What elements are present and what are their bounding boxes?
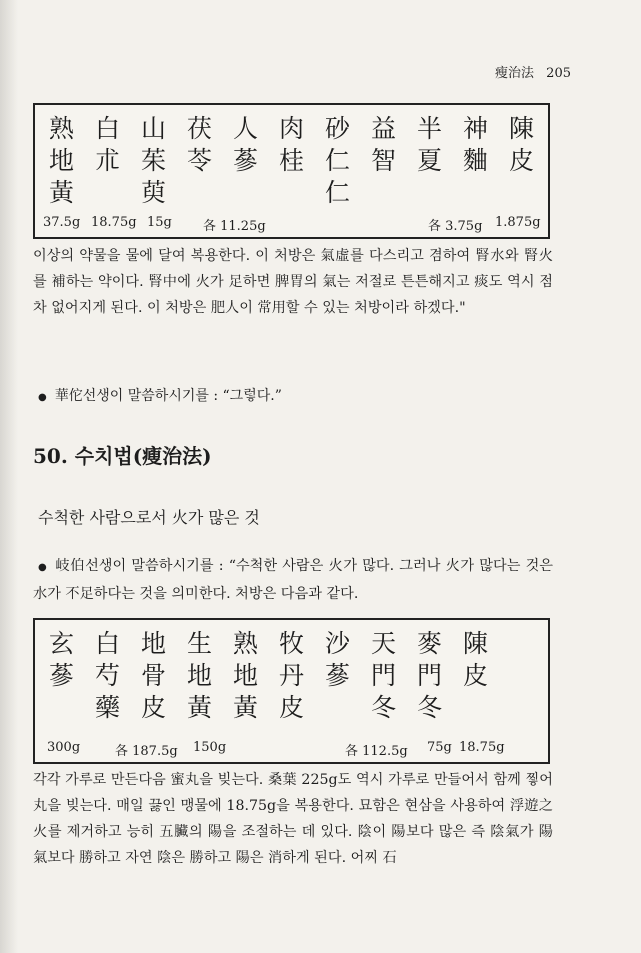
herb-char: 朮 xyxy=(95,146,121,175)
herb-char: 山 xyxy=(141,114,167,143)
bullet-text: 岐伯선생이 말씀하시기를 : “수척한 사람은 火가 많다. 그러나 火가 많다는 것은 水가 不足하다는 것을 의미한다. 처방은 다음과 같다. xyxy=(33,558,553,602)
herb-char: 門 xyxy=(371,661,397,690)
herb-char: 熟 xyxy=(233,629,259,658)
herb-char: 智 xyxy=(371,146,397,175)
herb-char: 陳 xyxy=(463,629,489,658)
page-gutter-shadow xyxy=(0,0,18,953)
section-title: 50. 수치법(瘦治法) xyxy=(33,444,212,468)
herb-char: 茱 xyxy=(141,146,167,175)
herb-char: 肉 xyxy=(279,114,305,143)
dose-value: 37.5g xyxy=(43,215,81,230)
herb-char: 蔘 xyxy=(49,661,75,690)
herb-char: 白 xyxy=(95,114,121,143)
herb-char: 皮 xyxy=(463,661,489,690)
bullet-icon: ● xyxy=(38,562,48,573)
herb-char: 牧 xyxy=(279,629,305,658)
herb-char: 白 xyxy=(95,629,121,658)
dose-value: 150g xyxy=(193,740,227,755)
herb-char: 生 xyxy=(187,629,213,658)
herb-char: 皮 xyxy=(279,693,305,722)
page-number: 205 xyxy=(546,66,571,81)
herb-char: 萸 xyxy=(141,178,167,207)
herb-char: 蔘 xyxy=(325,661,351,690)
herb-char: 黃 xyxy=(187,693,213,722)
herb-grid-2 xyxy=(49,628,509,724)
herb-char: 門 xyxy=(417,661,443,690)
dose-value: 各 187.5g xyxy=(115,744,178,759)
herb-char: 人 xyxy=(233,114,259,143)
herb-char: 地 xyxy=(141,629,167,658)
herb-char: 仁 xyxy=(325,178,351,207)
herb-char: 桂 xyxy=(279,146,305,175)
herb-char: 陳 xyxy=(509,114,535,143)
dose-value: 18.75g xyxy=(459,740,505,755)
herb-grid-1 xyxy=(49,113,555,209)
quote-bullet-2 xyxy=(33,553,553,607)
dose-value: 300g xyxy=(47,740,81,755)
herb-char: 地 xyxy=(49,146,75,175)
herb-char: 地 xyxy=(187,661,213,690)
subheading: 수척한 사람으로서 火가 많은 것 xyxy=(38,508,260,527)
herb-char: 蔘 xyxy=(233,146,259,175)
dose-value: 各 3.75g xyxy=(428,219,483,234)
paragraph-2: 각각 가루로 만든다음 蜜丸을 빚는다. 桑葉 225g도 역시 가루로 만들어서 함께 찧어 丸을 빚는다. 매일 끓인 맹물에 18.75g을 복용한다. 묘함은 현삼을 사용하여 浮遊之火를 제거하고 능히 五臟의 陽을 조절하는 데 있다. 陰이 陽보다 많은 즉 陰氣가 陽氣보다 勝하고 자연 陰은 勝하고 陽은 消하게 된다. 어찌 石 xyxy=(33,772,553,866)
herb-char: 苓 xyxy=(187,146,213,175)
herb-char: 砂 xyxy=(325,114,351,143)
herb-row xyxy=(49,113,555,145)
herb-row xyxy=(49,628,509,660)
herb-char: 皮 xyxy=(141,693,167,722)
herb-row xyxy=(49,145,555,177)
header-title: 瘦治法 xyxy=(495,66,535,81)
herb-row xyxy=(49,692,509,724)
running-header xyxy=(495,62,571,81)
herb-char: 藥 xyxy=(95,693,121,722)
herb-char: 麥 xyxy=(417,629,443,658)
recipe-box-2 xyxy=(33,618,550,764)
herb-char: 夏 xyxy=(417,146,443,175)
herb-char: 芍 xyxy=(95,661,121,690)
quote-bullet-1 xyxy=(38,385,282,405)
recipe-box-1 xyxy=(33,103,550,239)
dose-value: 1.875g xyxy=(495,215,541,230)
herb-char: 玄 xyxy=(49,629,75,658)
dose-value: 各 112.5g xyxy=(345,744,408,759)
herb-row xyxy=(49,177,555,209)
bullet-icon: ● xyxy=(38,392,47,403)
bullet-text: 華佗선생이 말씀하시기를 : “그렇다.” xyxy=(54,388,282,404)
herb-char: 天 xyxy=(371,629,397,658)
herb-char: 沙 xyxy=(325,629,351,658)
dose-row-1 xyxy=(43,215,543,234)
herb-char: 地 xyxy=(233,661,259,690)
herb-char: 神 xyxy=(463,114,489,143)
herb-char: 麯 xyxy=(463,146,489,175)
dose-row-2 xyxy=(43,740,543,759)
herb-char: 熟 xyxy=(49,114,75,143)
herb-char: 冬 xyxy=(417,693,443,722)
herb-char: 茯 xyxy=(187,114,213,143)
herb-char: 仁 xyxy=(325,146,351,175)
herb-char: 骨 xyxy=(141,661,167,690)
paragraph-1: 이상의 약물을 물에 달여 복용한다. 이 처방은 氣虛를 다스리고 겸하여 腎水와 腎火를 補하는 약이다. 腎中에 火가 足하면 脾胃의 氣는 저절로 튼튼해지고 痰도 역시 점차 없어지게 된다. 이 처방은 肥人이 常用할 수 있는 처방이라 하겠다." xyxy=(33,248,553,316)
herb-char: 黃 xyxy=(233,693,259,722)
herb-char: 益 xyxy=(371,114,397,143)
herb-row xyxy=(49,660,509,692)
herb-char: 半 xyxy=(417,114,443,143)
dose-value: 15g xyxy=(147,215,172,230)
herb-char: 皮 xyxy=(509,146,535,175)
herb-char: 黃 xyxy=(49,178,75,207)
dose-value: 各 11.25g xyxy=(203,219,266,234)
dose-value: 18.75g xyxy=(91,215,137,230)
herb-char: 丹 xyxy=(279,661,305,690)
herb-char: 冬 xyxy=(371,693,397,722)
dose-value: 75g xyxy=(427,740,452,755)
